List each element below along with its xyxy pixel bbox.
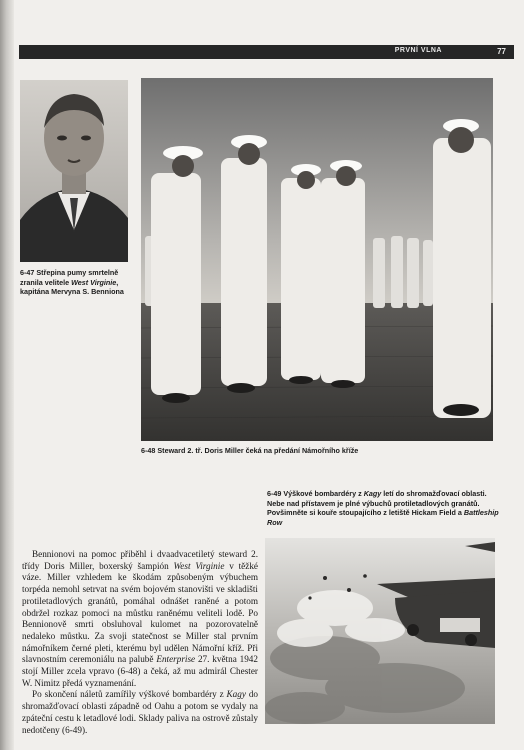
ceremony-illustration: [141, 78, 493, 441]
body-text: [22, 549, 258, 736]
paragraph-bombers: Po skončení náletů zamířily výškové bombardéry z Kagy do shromažďovací oblasti západně od Oahu a potom se vydaly na zpáteční cestu k letadlové lodi. Sklady paliva na ostrově zůstaly nedotčeny (6-49).: [22, 689, 259, 735]
portrait-illustration: [20, 80, 128, 262]
book-spine-shadow: [0, 0, 14, 750]
portrait-photo-bennion: [20, 80, 128, 262]
caption-fig-6-49: 6-49 Výškové bombardéry z Kagy letí do shromažďovací oblasti. Nebe nad přístavem je plné výbuchů protiletadlových granátů. Povšimněte si kouře stoupajícího z letiště Hickam Field a Battleship Row: [267, 489, 499, 527]
page-number: 77: [497, 47, 506, 56]
aerial-photo-bombers: [265, 538, 495, 724]
aerial-illustration: [265, 538, 495, 724]
paragraph-miller: Bennionovi na pomoc přiběhl i dvaadvacetiletý steward 2. třídy Doris Miller, boxerský šampión West Virginie v těžké váze. Miller vzhledem ke škodám způsobeným výbuchem torpéda nemohl setrvat na svém bojovém stanovišti ve skladišti protiletadlových granátů, pomáhal odnášet raněné a potom obdržel rozkaz pomoci na můstku raněnému veliteli lodě. Po Bennionově smrti obsluhoval kulomet na pozorovatelně nedaleko můstku. Za svoji statečnost se Miller stal prvním námořníkem černé pleti, kterému byl udělen Námořní kříž. Při slavnostním ceremoniálu na palubě Enterprise 27. května 1942 stojí Miller zcela vpravo (6-48) a čeká, až mu admirál Chester W. Nimitz předá vyznamenání.: [22, 549, 258, 688]
running-title: PRVNÍ VLNA: [394, 47, 442, 54]
caption-fig-6-47: 6-47 Střepina pumy smrtelně zranila velitele West Virginie, kapitána Mervyna S. Benniona: [20, 268, 124, 296]
ceremony-photo-miller: [141, 78, 493, 441]
caption-fig-6-48: 6-48 Steward 2. tř. Doris Miller čeká na předání Námořního kříže: [141, 446, 359, 455]
